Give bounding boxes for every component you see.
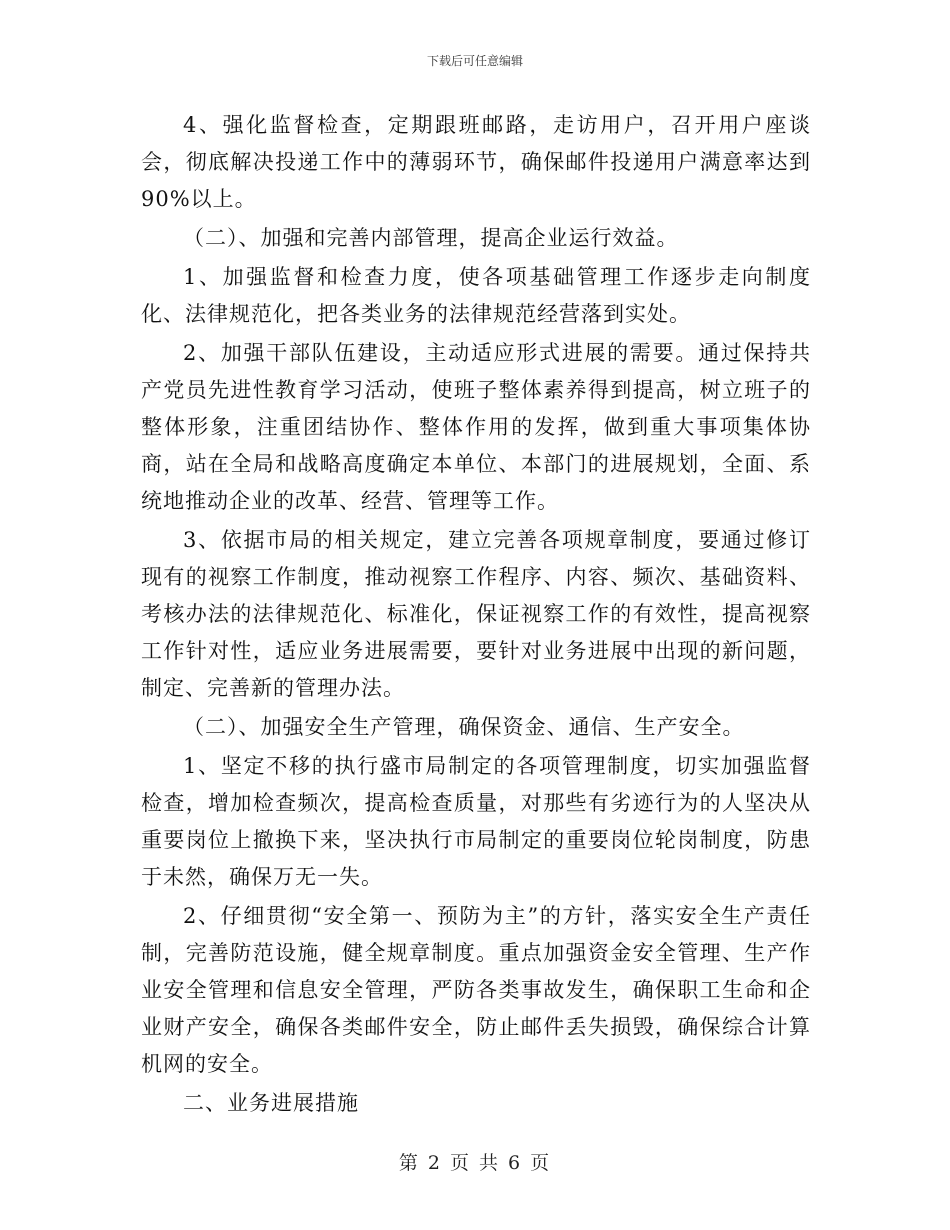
paragraph-item-2-safety-first: 2、仔细贯彻“安全第一、预防为主”的方针，落实安全生产责任制，完善防范设施，健全规章制度。重点加强资金安全管理、生产作业安全管理和信息安全管理，严防各类事故发生，确保职工生命和企业财产安全，确保各类邮件安全，防止邮件丢失损毁，确保综合计算机网的安全。 [141, 904, 811, 1076]
paragraph-item-4-supervision: 4、强化监督检查，定期跟班邮路，走访用户，召开用户座谈会，彻底解决投递工作中的薄弱环节，确保邮件投递用户满意率达到90%以上。 [141, 113, 811, 211]
paragraph-item-2-cadre-building: 2、加强干部队伍建设，主动适应形式进展的需要。通过保持共产党员先进性教育学习活动，使班子整体素养得到提高，树立班子的整体形象，注重团结协作、整体作用的发挥，做到重大事项集体协商，站在全局和战略高度确定本单位、本部门的进展规划，全面、系统地推动企业的改革、经营、管理等工作。 [141, 341, 811, 513]
page-header-note: 下载后可任意编辑 [426, 54, 523, 68]
section-heading-internal-management: （二）、加强和完善内部管理，提高企业运行效益。 [183, 226, 679, 250]
section-heading-safety-production: （二）、加强安全生产管理，确保资金、通信、生产安全。 [183, 715, 745, 739]
paragraph-item-1-management-system: 1、坚定不移的执行盛市局制定的各项管理制度，切实加强监督检查，增加检查频次，提高检查质量，对那些有劣迹行为的人坚决从重要岗位上撤换下来，坚决执行市局制定的重要岗位轮岗制度，防患于未然，确保万无一失。 [141, 754, 811, 889]
document-body [141, 107, 811, 1122]
page-number-footer: 第 2 页 共 6 页 [398, 1152, 552, 1174]
paragraph-item-3-regulations: 3、依据市局的相关规定，建立完善各项规章制度，要通过修订现有的视察工作制度，推动视察工作程序、内容、频次、基础资料、考核办法的法律规范化、标准化，保证视察工作的有效性，提高视察工作针对性，适应业务进展需要，要针对业务进展中出现的新问题，制定、完善新的管理办法。 [141, 528, 811, 700]
section-heading-business-measures: 二、业务进展措施 [183, 1091, 359, 1115]
paragraph-item-1-inspection: 1、加强监督和检查力度，使各项基础管理工作逐步走向制度化、法律规范化，把各类业务的法律规范经营落到实处。 [141, 265, 811, 326]
